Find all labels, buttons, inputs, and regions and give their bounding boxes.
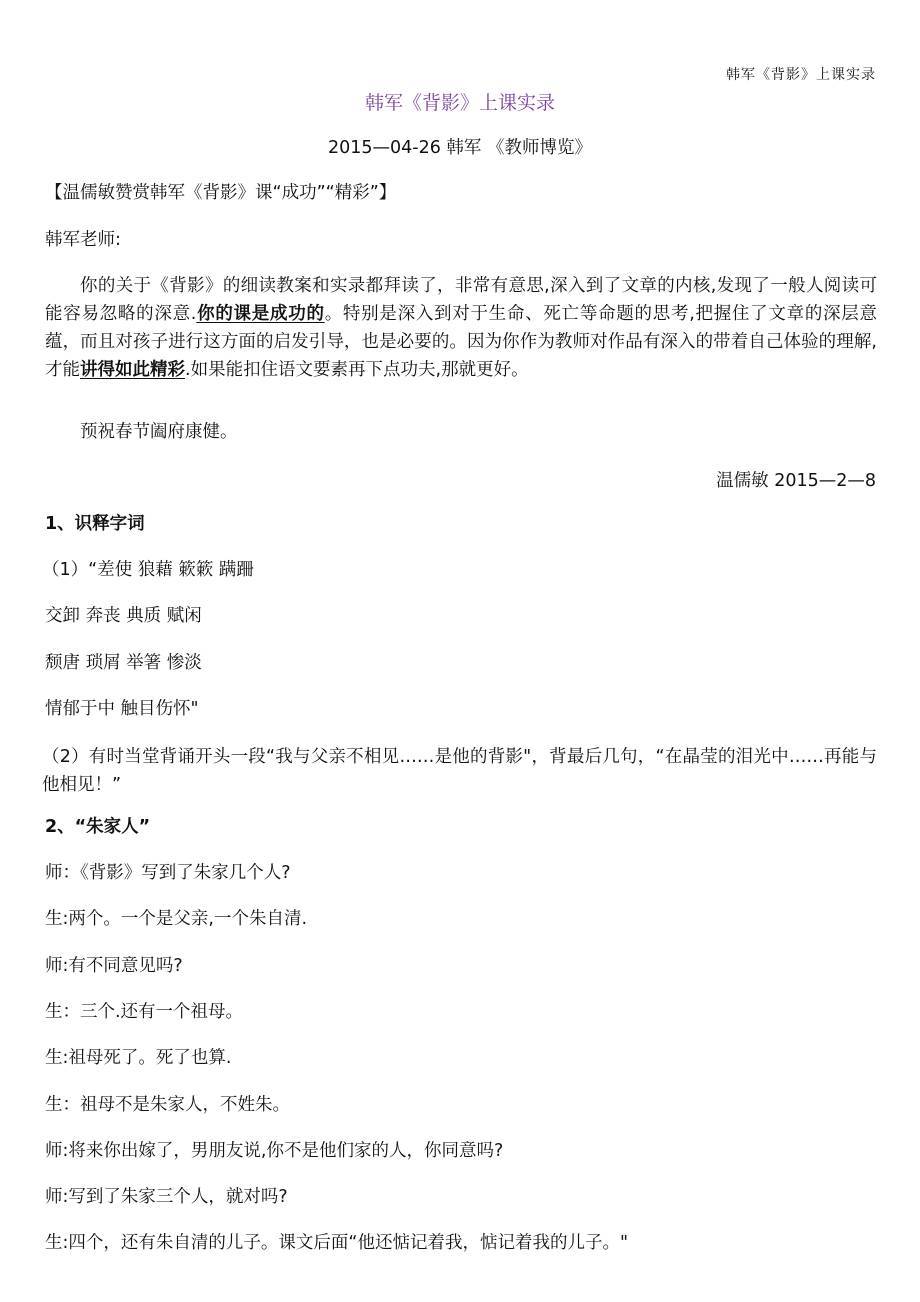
dialogue-line: 师:有不同意见吗? bbox=[45, 956, 183, 976]
running-header: 韩军《背影》上课实录 bbox=[726, 67, 876, 83]
section2-heading: 2、“朱家人” bbox=[45, 817, 151, 837]
letter-body bbox=[45, 272, 877, 384]
letter-body-text: 你的关于《背影》的细读教案和实录都拜读了，非常有意思,深入到了文章的内核,发现了一般人阅读可能容易忽略的深意. bbox=[45, 276, 877, 324]
letter-signature: 温儒敏 2015—2—8 bbox=[716, 471, 876, 491]
vocab-line: 交卸 奔丧 典质 赋闲 bbox=[45, 606, 202, 626]
vocab-line: 情郁于中 触目伤怀" bbox=[45, 699, 199, 719]
letter-salutation: 韩军老师: bbox=[45, 230, 121, 250]
section1-heading: 1、识释字词 bbox=[45, 514, 145, 534]
letter-emphasis-success: 你的课是成功的 bbox=[196, 304, 325, 324]
dialogue-line: 师：《背影》写到了朱家几个人? bbox=[45, 863, 291, 883]
dialogue-line: 生：三个.还有一个祖母。 bbox=[45, 1002, 244, 1022]
dialogue-line: 师:将来你出嫁了，男朋友说,你不是他们家的人，你同意吗? bbox=[45, 1141, 504, 1161]
dialogue-line: 师:写到了朱家三个人，就对吗? bbox=[45, 1187, 288, 1207]
vocab-line: （1）“差使 狼藉 簌簌 蹒跚 bbox=[42, 560, 254, 580]
dialogue-line: 生:两个。一个是父亲,一个朱自清. bbox=[45, 909, 308, 929]
letter-body-text: .如果能扣住语文要素再下点功夫,那就更好。 bbox=[185, 360, 529, 380]
dialogue-line: 生：祖母不是朱家人，不姓朱。 bbox=[45, 1095, 290, 1115]
letter-body-text: 。特别是深入到对于生命、死亡等命题的思考,把握住了文章的深层意蕴，而且对孩子进行这方面的启发引导，也是必要的。因为你作为教师对作品有深入的带着自己体验的理解,才能 bbox=[45, 304, 878, 380]
document-title: 韩军《背影》上课实录 bbox=[364, 92, 555, 114]
letter-emphasis-brilliant: 讲得如此精彩 bbox=[80, 360, 185, 380]
dialogue-line: 生:祖母死了。死了也算. bbox=[45, 1048, 232, 1068]
letter-heading: 【温儒敏赞赏韩军《背影》课“成功”“精彩”】 bbox=[45, 183, 397, 203]
letter-wish: 预祝春节阖府康健。 bbox=[80, 422, 238, 442]
dialogue-line: 生:四个，还有朱自清的儿子。课文后面“他还惦记着我，惦记着我的儿子。" bbox=[45, 1233, 629, 1253]
section1-item2: （2）有时当堂背诵开头一段“我与父亲不相见……是他的背影"，背最后几句，“在晶莹的泪光中……再能与他相见！” bbox=[42, 747, 878, 795]
document-subtitle: 2015—04-26 韩军 《教师博览》 bbox=[327, 138, 592, 158]
vocab-line: 颓唐 琐屑 举箸 惨淡 bbox=[45, 653, 202, 673]
